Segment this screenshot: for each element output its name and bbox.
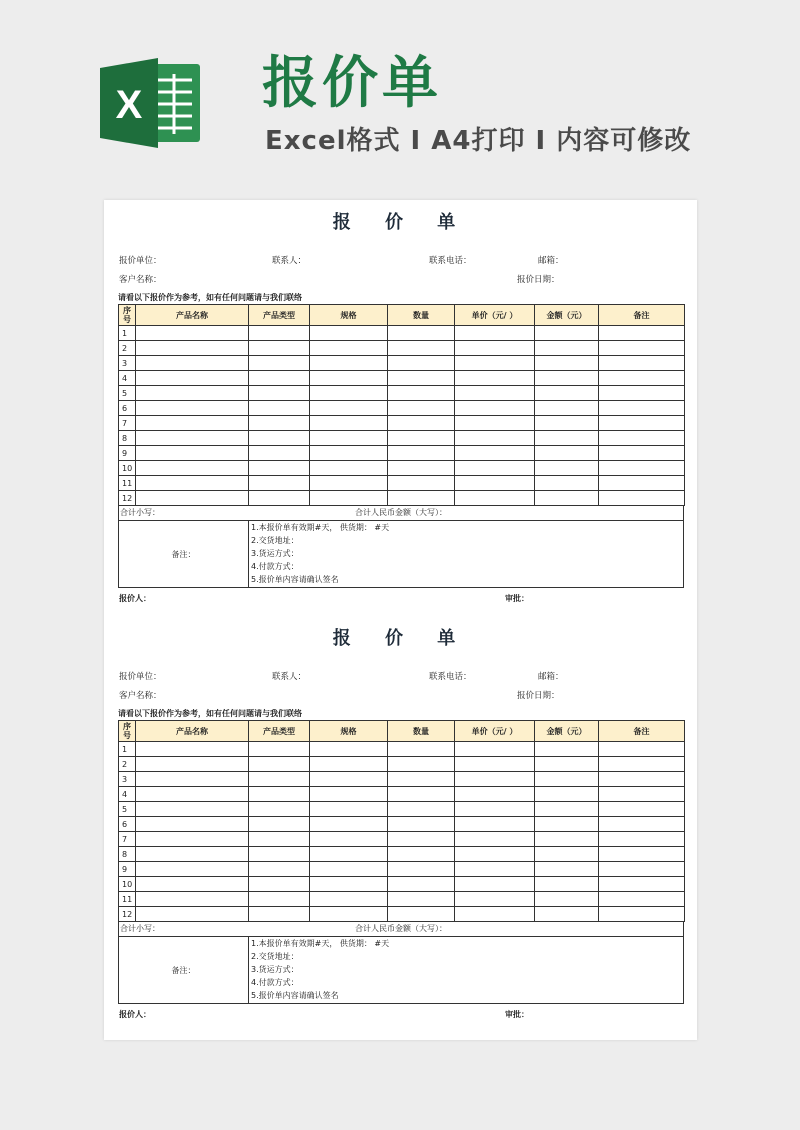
row-number: 9 — [119, 862, 136, 877]
table-cell[interactable] — [388, 386, 455, 401]
table-cell[interactable] — [535, 892, 599, 907]
header-cell: 产品类型 — [249, 721, 310, 742]
table-cell[interactable] — [310, 491, 388, 506]
hero-subtitle: Excel格式 I A4打印 I 内容可修改 — [265, 126, 692, 156]
hero-title: 报价单 — [262, 51, 442, 116]
table-cell[interactable] — [310, 832, 388, 847]
table-cell[interactable] — [388, 862, 455, 877]
table-cell[interactable] — [388, 757, 455, 772]
header-cell: 单价（元/ ） — [455, 721, 535, 742]
table-cell[interactable] — [455, 862, 535, 877]
table-cell[interactable] — [249, 742, 310, 757]
remark-line: 2.交货地址： — [251, 952, 299, 961]
table-row — [119, 446, 685, 461]
table-cell[interactable] — [249, 461, 310, 476]
table-cell[interactable] — [310, 416, 388, 431]
table-cell[interactable] — [249, 386, 310, 401]
table-cell[interactable] — [136, 461, 249, 476]
table-cell[interactable] — [388, 356, 455, 371]
table-row — [119, 802, 685, 817]
table-cell[interactable] — [249, 772, 310, 787]
table-cell[interactable] — [388, 742, 455, 757]
row-number: 2 — [119, 341, 136, 356]
table-cell[interactable] — [455, 787, 535, 802]
remark-line: 3.货运方式： — [251, 549, 299, 558]
table-cell[interactable] — [310, 371, 388, 386]
hero-banner — [0, 0, 800, 200]
quote-form-1 — [118, 200, 684, 606]
quote-unit-label: 报价单位： — [119, 672, 162, 682]
table-cell[interactable] — [249, 491, 310, 506]
signature-row — [118, 1004, 684, 1022]
row-number: 11 — [119, 476, 136, 491]
table-cell[interactable] — [136, 476, 249, 491]
table-cell[interactable] — [388, 772, 455, 787]
table-cell[interactable] — [136, 431, 249, 446]
table-row — [119, 907, 685, 922]
table-cell[interactable] — [455, 446, 535, 461]
table-cell[interactable] — [310, 476, 388, 491]
table-cell[interactable] — [599, 401, 685, 416]
totals-row — [118, 506, 684, 521]
table-cell[interactable] — [455, 757, 535, 772]
table-cell[interactable] — [388, 877, 455, 892]
email-label: 邮箱： — [538, 672, 564, 682]
table-cell[interactable] — [455, 877, 535, 892]
table-row — [119, 892, 685, 907]
info-row-1 — [118, 664, 684, 686]
table-cell[interactable] — [599, 416, 685, 431]
table-cell[interactable] — [249, 356, 310, 371]
table-cell[interactable] — [599, 787, 685, 802]
table-cell[interactable] — [535, 877, 599, 892]
table-cell[interactable] — [136, 446, 249, 461]
table-cell[interactable] — [535, 847, 599, 862]
table-cell[interactable] — [310, 446, 388, 461]
table-cell[interactable] — [136, 772, 249, 787]
table-cell[interactable] — [599, 742, 685, 757]
table-row — [119, 491, 685, 506]
table-cell[interactable] — [388, 341, 455, 356]
table-cell[interactable] — [388, 401, 455, 416]
table-cell[interactable] — [249, 446, 310, 461]
table-cell[interactable] — [599, 907, 685, 922]
table-row — [119, 877, 685, 892]
table-cell[interactable] — [249, 476, 310, 491]
table-cell[interactable] — [136, 356, 249, 371]
header-cell: 产品名称 — [136, 721, 249, 742]
table-cell[interactable] — [310, 907, 388, 922]
table-cell[interactable] — [535, 341, 599, 356]
table-cell[interactable] — [455, 371, 535, 386]
quote-table — [118, 720, 685, 922]
table-cell[interactable] — [136, 787, 249, 802]
table-cell[interactable] — [455, 802, 535, 817]
table-cell[interactable] — [599, 892, 685, 907]
subtotal-label: 合计小写： — [120, 508, 160, 517]
subtotal-label: 合计小写： — [120, 924, 160, 933]
table-cell[interactable] — [388, 787, 455, 802]
table-cell[interactable] — [599, 461, 685, 476]
table-cell[interactable] — [310, 386, 388, 401]
row-number: 1 — [119, 742, 136, 757]
table-cell[interactable] — [535, 416, 599, 431]
remark-line: 3.货运方式： — [251, 965, 299, 974]
table-row — [119, 341, 685, 356]
table-cell[interactable] — [136, 817, 249, 832]
remark-line: 4.付款方式： — [251, 978, 299, 987]
row-number: 10 — [119, 877, 136, 892]
table-cell[interactable] — [388, 847, 455, 862]
table-cell[interactable] — [136, 371, 249, 386]
table-cell[interactable] — [535, 787, 599, 802]
table-cell[interactable] — [535, 461, 599, 476]
table-cell[interactable] — [535, 446, 599, 461]
info-row-2 — [118, 686, 684, 708]
table-cell[interactable] — [535, 907, 599, 922]
table-header — [119, 305, 685, 326]
table-cell[interactable] — [310, 892, 388, 907]
table-cell[interactable] — [249, 431, 310, 446]
table-cell[interactable] — [535, 491, 599, 506]
table-cell[interactable] — [535, 476, 599, 491]
table-cell[interactable] — [310, 341, 388, 356]
table-row — [119, 772, 685, 787]
header-cell: 金额（元） — [535, 305, 599, 326]
table-row — [119, 386, 685, 401]
table-cell[interactable] — [310, 431, 388, 446]
remark-line: 4.付款方式： — [251, 562, 299, 571]
table-cell[interactable] — [310, 877, 388, 892]
info-row-2 — [118, 270, 684, 292]
table-cell[interactable] — [455, 892, 535, 907]
table-cell[interactable] — [535, 832, 599, 847]
quote-title: 报 价 单 — [332, 628, 470, 649]
table-row — [119, 832, 685, 847]
remarks-block — [118, 937, 684, 1004]
table-row — [119, 356, 685, 371]
table-cell[interactable] — [599, 877, 685, 892]
table-row — [119, 371, 685, 386]
table-row — [119, 847, 685, 862]
table-cell[interactable] — [249, 371, 310, 386]
table-cell[interactable] — [535, 757, 599, 772]
remarks-block — [118, 521, 684, 588]
table-cell[interactable] — [249, 817, 310, 832]
table-cell[interactable] — [249, 847, 310, 862]
table-cell[interactable] — [599, 446, 685, 461]
header-cell: 数量 — [388, 721, 455, 742]
quote-title: 报 价 单 — [332, 212, 470, 233]
table-cell[interactable] — [249, 401, 310, 416]
table-cell[interactable] — [599, 356, 685, 371]
table-cell[interactable] — [310, 847, 388, 862]
totals-row — [118, 922, 684, 937]
date-label: 报价日期： — [517, 275, 560, 285]
table-cell[interactable] — [249, 892, 310, 907]
table-cell[interactable] — [535, 371, 599, 386]
table-cell[interactable] — [599, 832, 685, 847]
remark-line: 2.交货地址： — [251, 536, 299, 545]
row-number: 4 — [119, 787, 136, 802]
table-cell[interactable] — [535, 386, 599, 401]
table-cell[interactable] — [599, 431, 685, 446]
table-row — [119, 862, 685, 877]
table-cell[interactable] — [136, 742, 249, 757]
table-cell[interactable] — [249, 416, 310, 431]
phone-label: 联系电话： — [429, 256, 472, 266]
table-row — [119, 401, 685, 416]
table-cell[interactable] — [310, 401, 388, 416]
header-cell: 备注 — [599, 305, 685, 326]
table-cell[interactable] — [310, 757, 388, 772]
row-number: 1 — [119, 326, 136, 341]
table-cell[interactable] — [535, 862, 599, 877]
table-cell[interactable] — [310, 461, 388, 476]
row-number: 3 — [119, 356, 136, 371]
table-cell[interactable] — [388, 476, 455, 491]
remarks-label: 备注： — [119, 521, 249, 587]
contact-label: 联系人： — [272, 672, 307, 682]
table-cell[interactable] — [310, 787, 388, 802]
table-cell[interactable] — [599, 326, 685, 341]
row-number: 12 — [119, 491, 136, 506]
table-cell[interactable] — [599, 371, 685, 386]
table-cell[interactable] — [249, 832, 310, 847]
table-cell[interactable] — [136, 877, 249, 892]
row-number: 6 — [119, 401, 136, 416]
table-cell[interactable] — [136, 892, 249, 907]
table-cell[interactable] — [599, 386, 685, 401]
table-cell[interactable] — [249, 877, 310, 892]
table-cell[interactable] — [136, 862, 249, 877]
table-cell[interactable] — [535, 356, 599, 371]
table-row — [119, 431, 685, 446]
table-cell[interactable] — [136, 757, 249, 772]
remarks-lines — [249, 521, 389, 587]
row-number: 2 — [119, 757, 136, 772]
remark-line: 5.报价单内容请确认签名 — [251, 991, 339, 1000]
header-cell: 规格 — [310, 721, 388, 742]
table-row — [119, 757, 685, 772]
table-cell[interactable] — [388, 461, 455, 476]
header-cell: 备注 — [599, 721, 685, 742]
row-number: 7 — [119, 832, 136, 847]
remark-line: 1.本报价单有效期#天， 供货期： #天 — [251, 939, 390, 948]
excel-logo-icon — [100, 58, 204, 148]
header-cell: 序号 — [119, 721, 136, 742]
date-label: 报价日期： — [517, 691, 560, 701]
header-cell: 序号 — [119, 305, 136, 326]
total-rmb-label: 合计人民币金额（大写）： — [355, 508, 447, 517]
table-cell[interactable] — [310, 862, 388, 877]
quote-table — [118, 304, 685, 506]
table-cell[interactable] — [136, 416, 249, 431]
table-row — [119, 416, 685, 431]
remarks-label: 备注： — [119, 937, 249, 1003]
row-number: 7 — [119, 416, 136, 431]
row-number: 12 — [119, 907, 136, 922]
table-cell[interactable] — [249, 787, 310, 802]
row-number: 5 — [119, 802, 136, 817]
header-cell: 产品类型 — [249, 305, 310, 326]
table-cell[interactable] — [455, 326, 535, 341]
quote-form-2 — [118, 616, 684, 1022]
reference-note: 请看以下报价作为参考，如有任何问题请与我们联络 — [118, 293, 302, 302]
info-row-1 — [118, 248, 684, 270]
contact-label: 联系人： — [272, 256, 307, 266]
table-cell[interactable] — [455, 847, 535, 862]
table-header — [119, 721, 685, 742]
table-cell[interactable] — [599, 757, 685, 772]
table-cell[interactable] — [455, 832, 535, 847]
table-row — [119, 817, 685, 832]
table-cell[interactable] — [599, 341, 685, 356]
table-cell[interactable] — [455, 341, 535, 356]
table-cell[interactable] — [599, 491, 685, 506]
table-cell[interactable] — [310, 817, 388, 832]
table-cell[interactable] — [455, 772, 535, 787]
table-cell[interactable] — [535, 817, 599, 832]
approver-label: 审批： — [505, 594, 529, 603]
table-cell[interactable] — [535, 401, 599, 416]
table-cell[interactable] — [599, 772, 685, 787]
table-cell[interactable] — [388, 802, 455, 817]
row-number: 4 — [119, 371, 136, 386]
table-cell[interactable] — [455, 416, 535, 431]
row-number: 8 — [119, 431, 136, 446]
table-cell[interactable] — [388, 491, 455, 506]
table-cell[interactable] — [455, 431, 535, 446]
customer-label: 客户名称： — [119, 275, 162, 285]
phone-label: 联系电话： — [429, 672, 472, 682]
table-cell[interactable] — [599, 817, 685, 832]
table-cell[interactable] — [388, 832, 455, 847]
table-cell[interactable] — [599, 802, 685, 817]
table-cell[interactable] — [249, 757, 310, 772]
table-cell[interactable] — [388, 817, 455, 832]
quoter-label: 报价人： — [119, 594, 151, 603]
table-cell[interactable] — [599, 476, 685, 491]
table-cell[interactable] — [136, 386, 249, 401]
table-cell[interactable] — [455, 476, 535, 491]
header-cell: 产品名称 — [136, 305, 249, 326]
table-cell[interactable] — [136, 491, 249, 506]
table-cell[interactable] — [249, 326, 310, 341]
table-cell[interactable] — [455, 386, 535, 401]
logo-letter: X — [115, 83, 143, 127]
header-cell: 数量 — [388, 305, 455, 326]
table-cell[interactable] — [388, 326, 455, 341]
table-cell[interactable] — [310, 326, 388, 341]
table-row — [119, 787, 685, 802]
table-row — [119, 461, 685, 476]
table-cell[interactable] — [599, 847, 685, 862]
table-cell[interactable] — [388, 431, 455, 446]
header-cell: 规格 — [310, 305, 388, 326]
table-cell[interactable] — [455, 907, 535, 922]
table-cell[interactable] — [599, 862, 685, 877]
quoter-label: 报价人： — [119, 1010, 151, 1019]
header-cell: 单价（元/ ） — [455, 305, 535, 326]
quote-sheet — [104, 200, 697, 1040]
table-cell[interactable] — [455, 356, 535, 371]
table-cell[interactable] — [136, 907, 249, 922]
table-cell[interactable] — [388, 907, 455, 922]
table-cell[interactable] — [249, 862, 310, 877]
approver-label: 审批： — [505, 1010, 529, 1019]
table-cell[interactable] — [136, 341, 249, 356]
row-number: 9 — [119, 446, 136, 461]
table-cell[interactable] — [388, 371, 455, 386]
remark-line: 5.报价单内容请确认签名 — [251, 575, 339, 584]
table-cell[interactable] — [535, 431, 599, 446]
table-cell[interactable] — [388, 416, 455, 431]
table-cell[interactable] — [388, 892, 455, 907]
row-number: 3 — [119, 772, 136, 787]
table-cell[interactable] — [136, 401, 249, 416]
table-cell[interactable] — [249, 802, 310, 817]
remark-line: 1.本报价单有效期#天， 供货期： #天 — [251, 523, 390, 532]
table-cell[interactable] — [388, 446, 455, 461]
signature-row — [118, 588, 684, 606]
table-cell[interactable] — [535, 772, 599, 787]
row-number: 10 — [119, 461, 136, 476]
table-cell[interactable] — [249, 907, 310, 922]
reference-note: 请看以下报价作为参考，如有任何问题请与我们联络 — [118, 709, 302, 718]
table-cell[interactable] — [136, 847, 249, 862]
quote-unit-label: 报价单位： — [119, 256, 162, 266]
table-cell[interactable] — [455, 461, 535, 476]
table-cell[interactable] — [535, 802, 599, 817]
table-cell[interactable] — [535, 326, 599, 341]
table-cell[interactable] — [310, 802, 388, 817]
table-cell[interactable] — [136, 832, 249, 847]
table-row — [119, 742, 685, 757]
row-number: 11 — [119, 892, 136, 907]
remarks-lines — [249, 937, 389, 1003]
customer-label: 客户名称： — [119, 691, 162, 701]
table-cell[interactable] — [455, 817, 535, 832]
table-cell[interactable] — [455, 491, 535, 506]
total-rmb-label: 合计人民币金额（大写）： — [355, 924, 447, 933]
table-cell[interactable] — [310, 356, 388, 371]
table-cell[interactable] — [455, 401, 535, 416]
table-cell[interactable] — [136, 326, 249, 341]
table-row — [119, 326, 685, 341]
row-number: 6 — [119, 817, 136, 832]
table-cell[interactable] — [310, 742, 388, 757]
email-label: 邮箱： — [538, 256, 564, 266]
table-cell[interactable] — [136, 802, 249, 817]
row-number: 5 — [119, 386, 136, 401]
table-row — [119, 476, 685, 491]
header-cell: 金额（元） — [535, 721, 599, 742]
table-cell[interactable] — [249, 341, 310, 356]
table-cell[interactable] — [535, 742, 599, 757]
table-cell[interactable] — [455, 742, 535, 757]
row-number: 8 — [119, 847, 136, 862]
table-cell[interactable] — [310, 772, 388, 787]
